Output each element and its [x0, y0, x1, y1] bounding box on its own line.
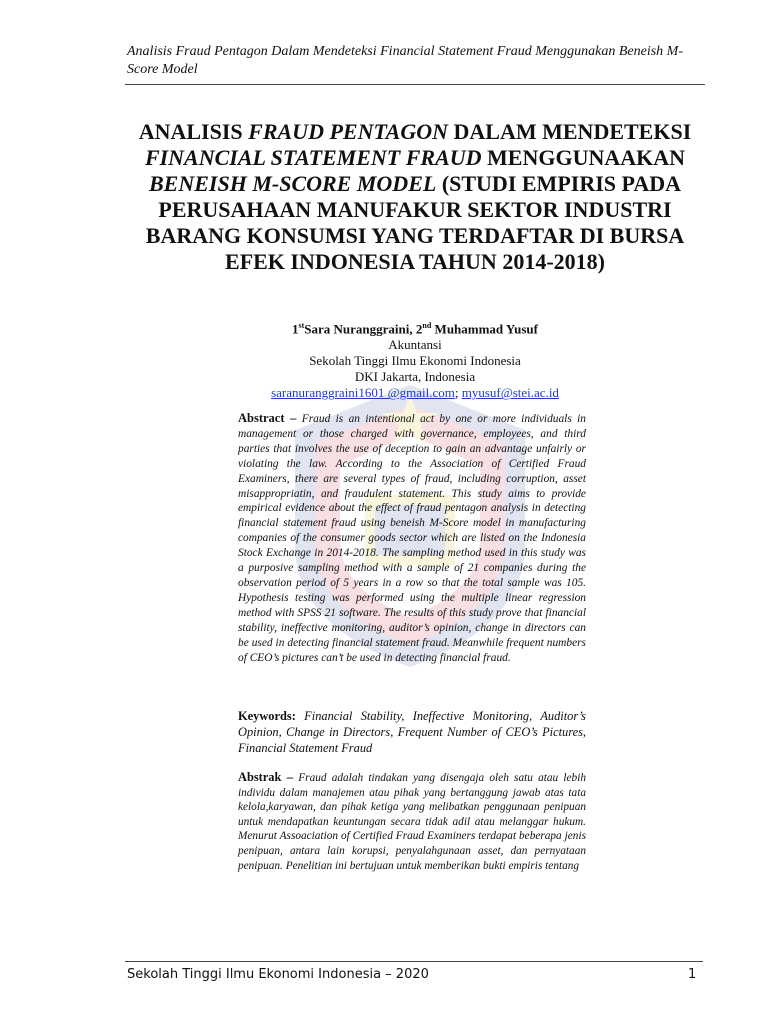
running-header: Analisis Fraud Pentagon Dalam Mendeteksi Financial Statement Fraud Menggunakan Beneish M-Score Model: [127, 44, 684, 77]
abstract-indonesian: [238, 770, 586, 873]
abstract-english: [238, 411, 586, 665]
header-divider: [125, 84, 705, 85]
author-number: 1: [292, 321, 299, 337]
keywords-heading: Keywords: [238, 709, 292, 723]
abstrak-text: Fraud adalah tindakan yang disengaja oleh satu atau lebih individu dalam manajemen atau pihak yang bertanggung jawab atas tata kelola,karyawan, dan pihak ketiga yang melibatkan penggunaan penipuan untuk mendapatkan keuntungan secara tidak adil atau melanggar hukum. Menurut Assoaciation of Certified Fraud Examiners terdapat beberapa jenis penipuan, antara lain korupsi, penyalahgunaan asset, dan pernyataan penipuan. Penelitian ini bertujuan untuk memberikan bukti empiris tentang: [238, 772, 586, 872]
author-emails: [125, 385, 705, 401]
page-number: 1: [688, 967, 697, 982]
title-part: MENGGUNAAKAN: [481, 145, 686, 170]
footer-institution: Sekolah Tinggi Ilmu Ekonomi Indonesia – 2020: [127, 967, 429, 982]
title-part-italic: FRAUD PENTAGON: [248, 119, 449, 144]
abstrak-heading: Abstrak –: [238, 770, 294, 784]
paper-title: [125, 119, 705, 275]
author-number: 2: [415, 321, 423, 337]
title-part: ANALISIS: [138, 119, 249, 144]
title-part: (STUDI EMPIRIS PADA PERUSAHAAN MANUFAKUR SEKTOR INDUSTRI BARANG KONSUMSI YANG TERDAFTAR DI BURSA EFEK INDONESIA TAHUN 2014-2018): [145, 171, 685, 274]
email-separator: ;: [454, 385, 462, 401]
author-name: Sara Nuranggraini,: [304, 321, 416, 337]
title-part: DALAM MENDETEKSI: [448, 119, 692, 144]
author-names: [125, 318, 705, 337]
keywords: [238, 708, 586, 756]
title-part-italic: FINANCIAL STATEMENT FRAUD: [144, 145, 482, 170]
author-ordinal: nd: [422, 321, 432, 330]
abstract-text: Fraud is an intentional act by one or more individuals in management or those charged with governance, employees, and third parties that involves the use of deception to gain an advantage unfairly or violating the law. According to the Association of Certified Fraud Examiners, there are several types of fraud, including corruption, asset misappropriatin, and fraudulent statement. This study aims to provide empirical evidence about the effect of fraud pentagon analysis in detecting financial statement fraud using beneish M-Score model in manufacturing companies of the consumer goods sector which are listed on the Indonesia Stock Exchange in 2014-2018. The sampling method used in this study was a purposive sampling method with a sample of 21 companies during the observation period of 5 years in a row so that the total sample was 105. Hypothesis testing was performed using the multiple linear regression method with SPSS 21 software. The results of this study prove that financial stability, ineffective monitoring, auditor’s opinion, change in directors can be used in detecting financial statement fraud. Meanwhile frequent numbers of CEO’s pictures can’t be used in detecting financial fraud.: [238, 413, 587, 664]
author-department: Akuntansi: [388, 337, 442, 353]
author-city: DKI Jakarta, Indonesia: [354, 369, 476, 385]
author-name: Muhammad Yusuf: [431, 321, 538, 337]
email-link[interactable]: saranuranggraini1601 @gmail.com: [271, 385, 455, 401]
keywords-text: Financial Stability, Ineffective Monitoring, Auditor’s Opinion, Change in Directors, Frequent Number of CEO’s Pictures, Financial Statement Fraud: [238, 709, 586, 755]
abstract-heading: Abstract –: [238, 411, 297, 425]
author-institution: Sekolah Tinggi Ilmu Ekonomi Indonesia: [309, 353, 521, 369]
email-link[interactable]: myusuf@stei.ac.id: [461, 385, 559, 401]
title-part-italic: BENEISH M-SCORE MODEL: [149, 171, 437, 196]
footer-divider: [125, 961, 703, 962]
author-block: [125, 318, 705, 401]
author-ordinal: st: [298, 321, 305, 330]
keywords-colon: :: [291, 709, 296, 723]
